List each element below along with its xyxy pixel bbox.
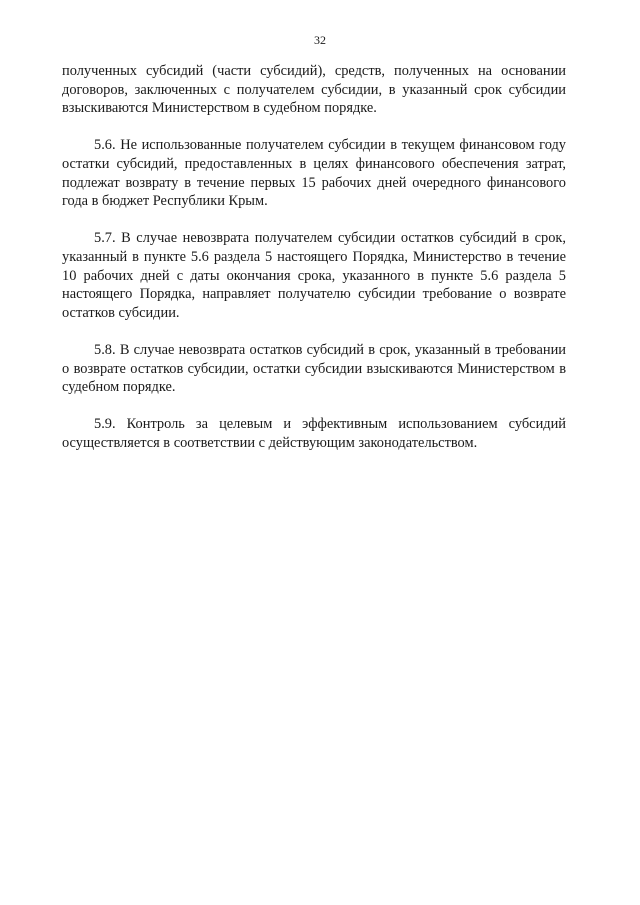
page-number: 32: [314, 33, 326, 47]
paragraph-5-9: 5.9. Контроль за целевым и эффективным использованием субсидий осуществляется в соответствии с действующим законодательством.: [62, 416, 566, 451]
paragraph-continuation: полученных субсидий (части субсидий), средств, полученных на основании договоров, заключенных с получателем субсидии, в указанный срок субсидии взыскиваются Министерством в судебном порядке.: [62, 63, 566, 117]
document-body: [62, 62, 566, 471]
paragraph-5-6: 5.6. Не использованные получателем субсидии в текущем финансовом году остатки субсидий, предоставленных в целях финансового обеспечения затрат, подлежат возврату в течение первых 15 рабочих дней очередного финансового года в бюджет Республики Крым.: [62, 137, 566, 210]
paragraph-5-8: 5.8. В случае невозврата остатков субсидий в срок, указанный в требовании о возврате остатков субсидии, остатки субсидии взыскиваются Министерством в судебном порядке.: [62, 341, 566, 396]
paragraph-5-7: 5.7. В случае невозврата получателем субсидии остатков субсидий в срок, указанный в пункте 5.6 раздела 5 настоящего Порядка, Министерство в течение 10 рабочих дней с даты окончания срока, указанного в пункте 5.6 раздела 5 настоящего Порядка, направляет получателю субсидии требование о возврате остатков субсидии.: [62, 230, 566, 321]
